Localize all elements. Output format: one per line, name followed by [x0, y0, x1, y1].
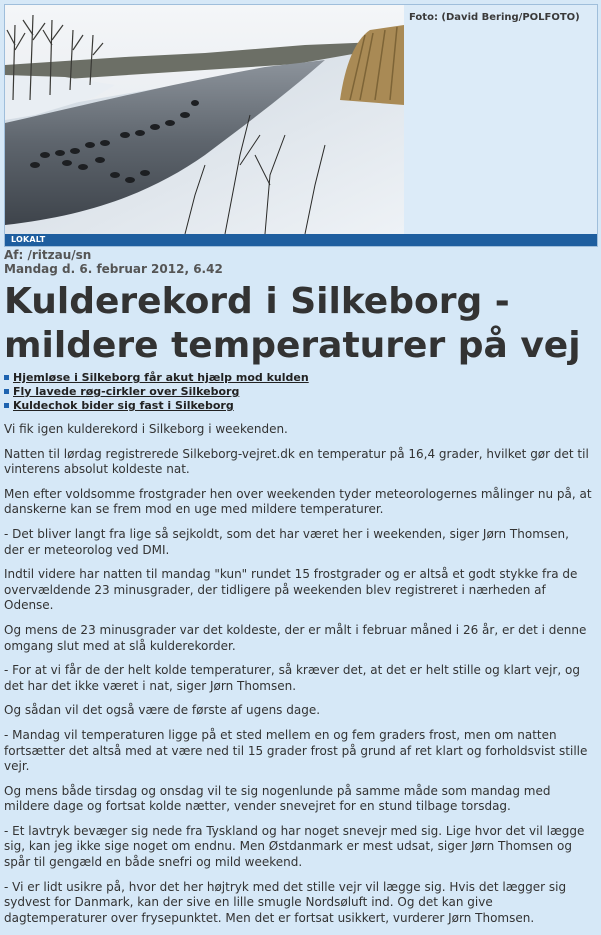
paragraph: Vi fik igen kulderekord i Silkeborg i weekenden. [4, 422, 288, 436]
paragraph: Natten til lørdag registrerede Silkeborg-vejret.dk en temperatur på 16,4 grader, hvilket gør det til vinterens absolut koldeste nat. [4, 446, 589, 477]
paragraph: Indtil videre har natten til mandag "kun" rundet 15 frostgrader og er altså et godt stykke fra de overvældende 23 minusgrader, der tidligere på weekenden blev registreret i nærheden af Odense. [4, 567, 578, 613]
related-link-text[interactable]: Kuldechok bider sig fast i Silkeborg [13, 399, 234, 412]
byline [4, 248, 223, 276]
paragraph: - Vi er lidt usikre på, hvor det her højtryk med det stille vejr vil lægge sig. Hvis det lægger sig sydvest for Danmark, kan der sive en lille smugle Nordsøluft ind. Og det kan give dagtemperaturer over frysepunktet. Men det er fortsat usikkert, vurderer Jørn Thomsen. [4, 879, 567, 925]
related-link-text[interactable]: Fly lavede røg-cirkler over Silkeborg [13, 385, 240, 398]
frozen-lake-image [5, 5, 404, 234]
related-link[interactable] [4, 399, 309, 413]
paragraph: Og mens både tirsdag og onsdag vil te sig nogenlunde på samme måde som mandag med mildere dage og fortsat kolde nætter, vender snevejret for en stund tilbage torsdag. [4, 783, 551, 814]
related-link[interactable] [4, 385, 309, 399]
section-bar [5, 234, 597, 246]
related-link-text[interactable]: Hjemløse i Silkeborg får akut hjælp mod kulden [13, 371, 309, 384]
related-link[interactable] [4, 371, 309, 385]
paragraph: - For at vi får de der helt kolde temperaturer, så kræver det, at det er helt stille og klart vejr, og det har det ikke været i nat, siger Jørn Thomsen. [4, 663, 580, 693]
photo-frame [4, 4, 598, 247]
article-photo [5, 5, 404, 234]
paragraph: - Det bliver langt fra lige så sejkoldt, som det har været her i weekenden, siger Jørn Thomsen, der er meteorolog ved DMI. [4, 526, 569, 557]
bullet-square-icon [4, 375, 9, 380]
section-label: LOKALT [11, 235, 46, 244]
related-links [4, 371, 309, 413]
author: Af: /ritzau/sn [4, 248, 92, 262]
paragraph: Men efter voldsomme frostgrader hen over weekenden tyder meteorologernes målinger nu på, at danskerne kan se frem mod en uge med mildere temperaturer. [4, 486, 592, 517]
bullet-square-icon [4, 389, 9, 394]
photo-caption: Foto: (David Bering/POLFOTO) [409, 12, 580, 23]
bullet-square-icon [4, 403, 9, 408]
publish-date: Mandag d. 6. februar 2012, 6.42 [4, 262, 223, 276]
paragraph: Og sådan vil det også være de første af ugens dage. [4, 703, 321, 718]
article-body [4, 422, 592, 935]
headline: Kulderekord i Silkeborg - mildere temperaturer på vej [4, 281, 581, 366]
paragraph: - Mandag vil temperaturen ligge på et sted mellem en og fem graders frost, men om natten fortsætter det altså med at være ned til 15 grader frost på grund af ret klart og forholdsvist stille vejr. [4, 727, 588, 774]
paragraph: Og mens de 23 minusgrader var det koldeste, der er målt i februar måned i 26 år, er det i denne omgang slut med at slå kulderekorder. [4, 622, 587, 653]
paragraph: - Et lavtryk bevæger sig nede fra Tyskland og har noget snevejr med sig. Lige hvor det vil lægge sig, kan jeg ikke sige noget om endnu. Men Østdanmark er mest udsat, siger Jørn Thomsen og spår til gengæld en både snefri og mild weekend. [4, 823, 585, 870]
